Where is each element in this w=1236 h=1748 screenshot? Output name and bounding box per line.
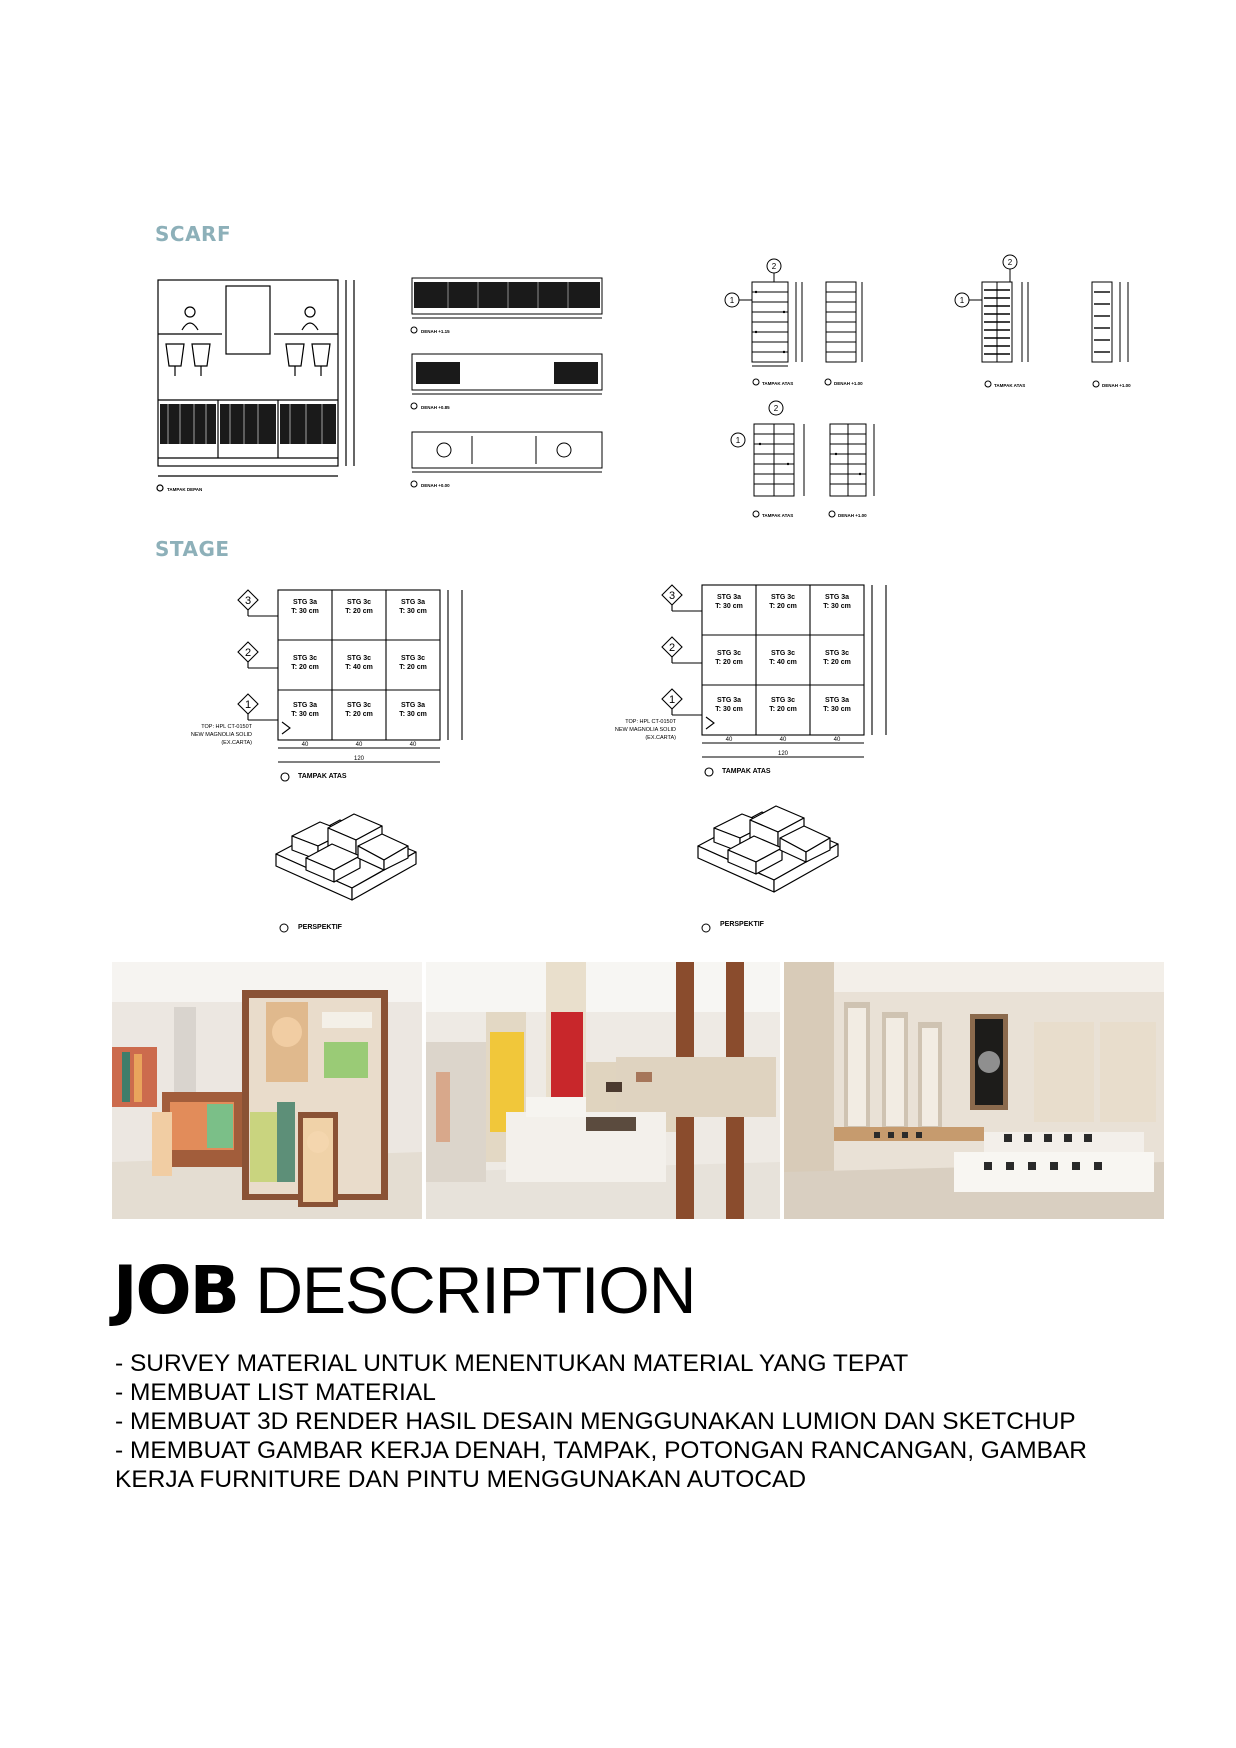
stage1-marker-3: 3 [244, 595, 252, 607]
scarf-rack-detail-a [722, 252, 912, 522]
render-photo-strip [112, 962, 1164, 1219]
stage2-marker-2: 2 [668, 642, 676, 654]
render-footwear-store [426, 962, 780, 1219]
stage2-cell-0-0-t: T: 30 cm [715, 603, 743, 610]
stage2-cell-0-1-t: T: 20 cm [769, 603, 797, 610]
job-duty-item: - SURVEY MATERIAL UNTUK MENENTUKAN MATERIAL YANG TEPAT [115, 1350, 909, 1377]
scarf-plan-views [408, 272, 608, 498]
stage2-cell-2-1-code: STG 3c [770, 697, 796, 704]
stage1-persp-caption: PERSPEKTIF [298, 924, 342, 931]
stage1-cell-2-1-code: STG 3c [346, 702, 372, 709]
job-duty-item: - MEMBUAT GAMBAR KERJA DENAH, TAMPAK, POTONGAN RANCANGAN, GAMBAR KERJA FURNITURE DAN PINTU MENGGUNAKAN AUTOCAD [115, 1437, 1087, 1493]
stage1-cell-2-2-t: T: 30 cm [399, 711, 427, 718]
stage1-cell-1-1-t: T: 40 cm [345, 664, 373, 671]
stage-perspective-1 [270, 808, 430, 938]
rack-b-caption-2: DENAH +1.00 [1102, 383, 1131, 388]
stage1-cell-1-1-code: STG 3c [346, 655, 372, 662]
rack-a-marker-1-lower: 1 [735, 436, 741, 445]
stage2-cell-1-0-code: STG 3c [716, 650, 742, 657]
stage2-cell-2-2-t: T: 30 cm [823, 706, 851, 713]
rack-b-marker-1: 1 [959, 296, 965, 305]
rack-b-marker-2: 2 [1007, 258, 1013, 267]
rack-a-caption-2: DENAH +1.00 [834, 381, 863, 386]
stage2-marker-1: 1 [668, 694, 676, 706]
stage-section-title: STAGE [155, 537, 230, 561]
stage1-cell-1-2-t: T: 20 cm [399, 664, 427, 671]
stage1-marker-2: 2 [244, 647, 252, 659]
rack-a-marker-2-lower: 2 [773, 404, 779, 413]
stage2-note-1: TOP: HPL CT-0150T [625, 719, 676, 725]
stage2-cell-1-1-code: STG 3c [770, 650, 796, 657]
stage2-dim-total: 120 [777, 751, 789, 757]
job-title-bold: JOB [113, 1252, 238, 1329]
stage1-cell-0-1-t: T: 20 cm [345, 608, 373, 615]
stage1-cell-0-2-code: STG 3a [400, 599, 426, 606]
stage1-cell-2-0-code: STG 3a [292, 702, 318, 709]
stage1-cell-0-0-code: STG 3a [292, 599, 318, 606]
stage2-note-2: NEW MAGNOLIA SOLID [614, 727, 676, 733]
render-watch-store [784, 962, 1164, 1219]
stage2-cell-1-0-t: T: 20 cm [715, 659, 743, 666]
stage1-marker-1: 1 [244, 699, 252, 711]
job-title-light: DESCRIPTION [255, 1253, 696, 1327]
stage1-dim-col-2: 40 [355, 742, 363, 748]
stage1-cell-2-1-t: T: 20 cm [345, 711, 373, 718]
stage1-note-3: (EX.CARTA) [221, 740, 252, 746]
job-duty-item: - MEMBUAT 3D RENDER HASIL DESAIN MENGGUNAKAN LUMION DAN SKETCHUP [115, 1408, 1076, 1435]
stage2-persp-caption: PERSPEKTIF [720, 921, 764, 928]
stage2-cell-0-1-code: STG 3c [770, 594, 796, 601]
stage2-cell-1-2-t: T: 20 cm [823, 659, 851, 666]
stage1-note-2: NEW MAGNOLIA SOLID [190, 732, 252, 738]
scarf-plan-caption-2: DENAH +0.85 [421, 405, 450, 410]
rack-b-caption-1: TAMPAK ATAS [994, 383, 1026, 388]
stage1-dim-total: 120 [353, 756, 365, 762]
job-duties-list [115, 1349, 1115, 1494]
stage-perspective-2 [692, 800, 852, 930]
stage2-cell-0-0-code: STG 3a [716, 594, 742, 601]
rack-a-marker-2: 2 [771, 262, 777, 271]
stage-plan-1 [160, 580, 480, 790]
stage1-cell-0-0-t: T: 30 cm [291, 608, 319, 615]
stage2-note-3: (EX.CARTA) [645, 735, 676, 741]
stage2-cell-0-2-code: STG 3a [824, 594, 850, 601]
stage2-cell-2-1-t: T: 20 cm [769, 706, 797, 713]
scarf-plan-caption-1: DENAH +1.15 [421, 329, 450, 334]
scarf-plan-caption-3: DENAH +0.00 [421, 483, 450, 488]
stage1-note-1: TOP: HPL CT-0150T [201, 724, 252, 730]
stage1-cell-2-0-t: T: 30 cm [291, 711, 319, 718]
stage1-dim-col-3: 40 [409, 742, 417, 748]
scarf-front-elevation [150, 272, 360, 497]
stage1-cell-2-2-code: STG 3a [400, 702, 426, 709]
stage2-cell-0-2-t: T: 30 cm [823, 603, 851, 610]
rack-a-caption-4: DENAH +1.00 [838, 513, 867, 518]
stage2-dim-col-3: 40 [833, 737, 841, 743]
stage1-cell-0-1-code: STG 3c [346, 599, 372, 606]
scarf-section-title: SCARF [155, 222, 232, 246]
stage2-cell-2-2-code: STG 3a [824, 697, 850, 704]
stage-plan-2 [584, 575, 904, 785]
job-duty-item: - MEMBUAT LIST MATERIAL [115, 1379, 436, 1406]
rack-a-marker-1: 1 [729, 296, 735, 305]
scarf-front-caption: TAMPAK DEPAN [167, 487, 203, 492]
stage2-cell-2-0-t: T: 30 cm [715, 706, 743, 713]
stage2-plan-caption: TAMPAK ATAS [722, 768, 771, 775]
rack-a-caption-3: TAMPAK ATAS [762, 513, 794, 518]
stage1-cell-0-2-t: T: 30 cm [399, 608, 427, 615]
stage1-cell-1-0-code: STG 3c [292, 655, 318, 662]
stage2-cell-1-1-t: T: 40 cm [769, 659, 797, 666]
rack-a-caption-1: TAMPAK ATAS [762, 381, 794, 386]
stage2-dim-col-2: 40 [779, 737, 787, 743]
stage2-marker-3: 3 [668, 590, 676, 602]
render-apparel-store [112, 962, 422, 1219]
stage2-cell-1-2-code: STG 3c [824, 650, 850, 657]
stage1-cell-1-0-t: T: 20 cm [291, 664, 319, 671]
stage2-cell-2-0-code: STG 3a [716, 697, 742, 704]
stage1-cell-1-2-code: STG 3c [400, 655, 426, 662]
stage1-dim-col-1: 40 [301, 742, 309, 748]
stage2-dim-col-1: 40 [725, 737, 733, 743]
scarf-rack-detail-b [952, 252, 1152, 402]
stage1-plan-caption: TAMPAK ATAS [298, 773, 347, 780]
job-description-title [113, 1252, 695, 1329]
